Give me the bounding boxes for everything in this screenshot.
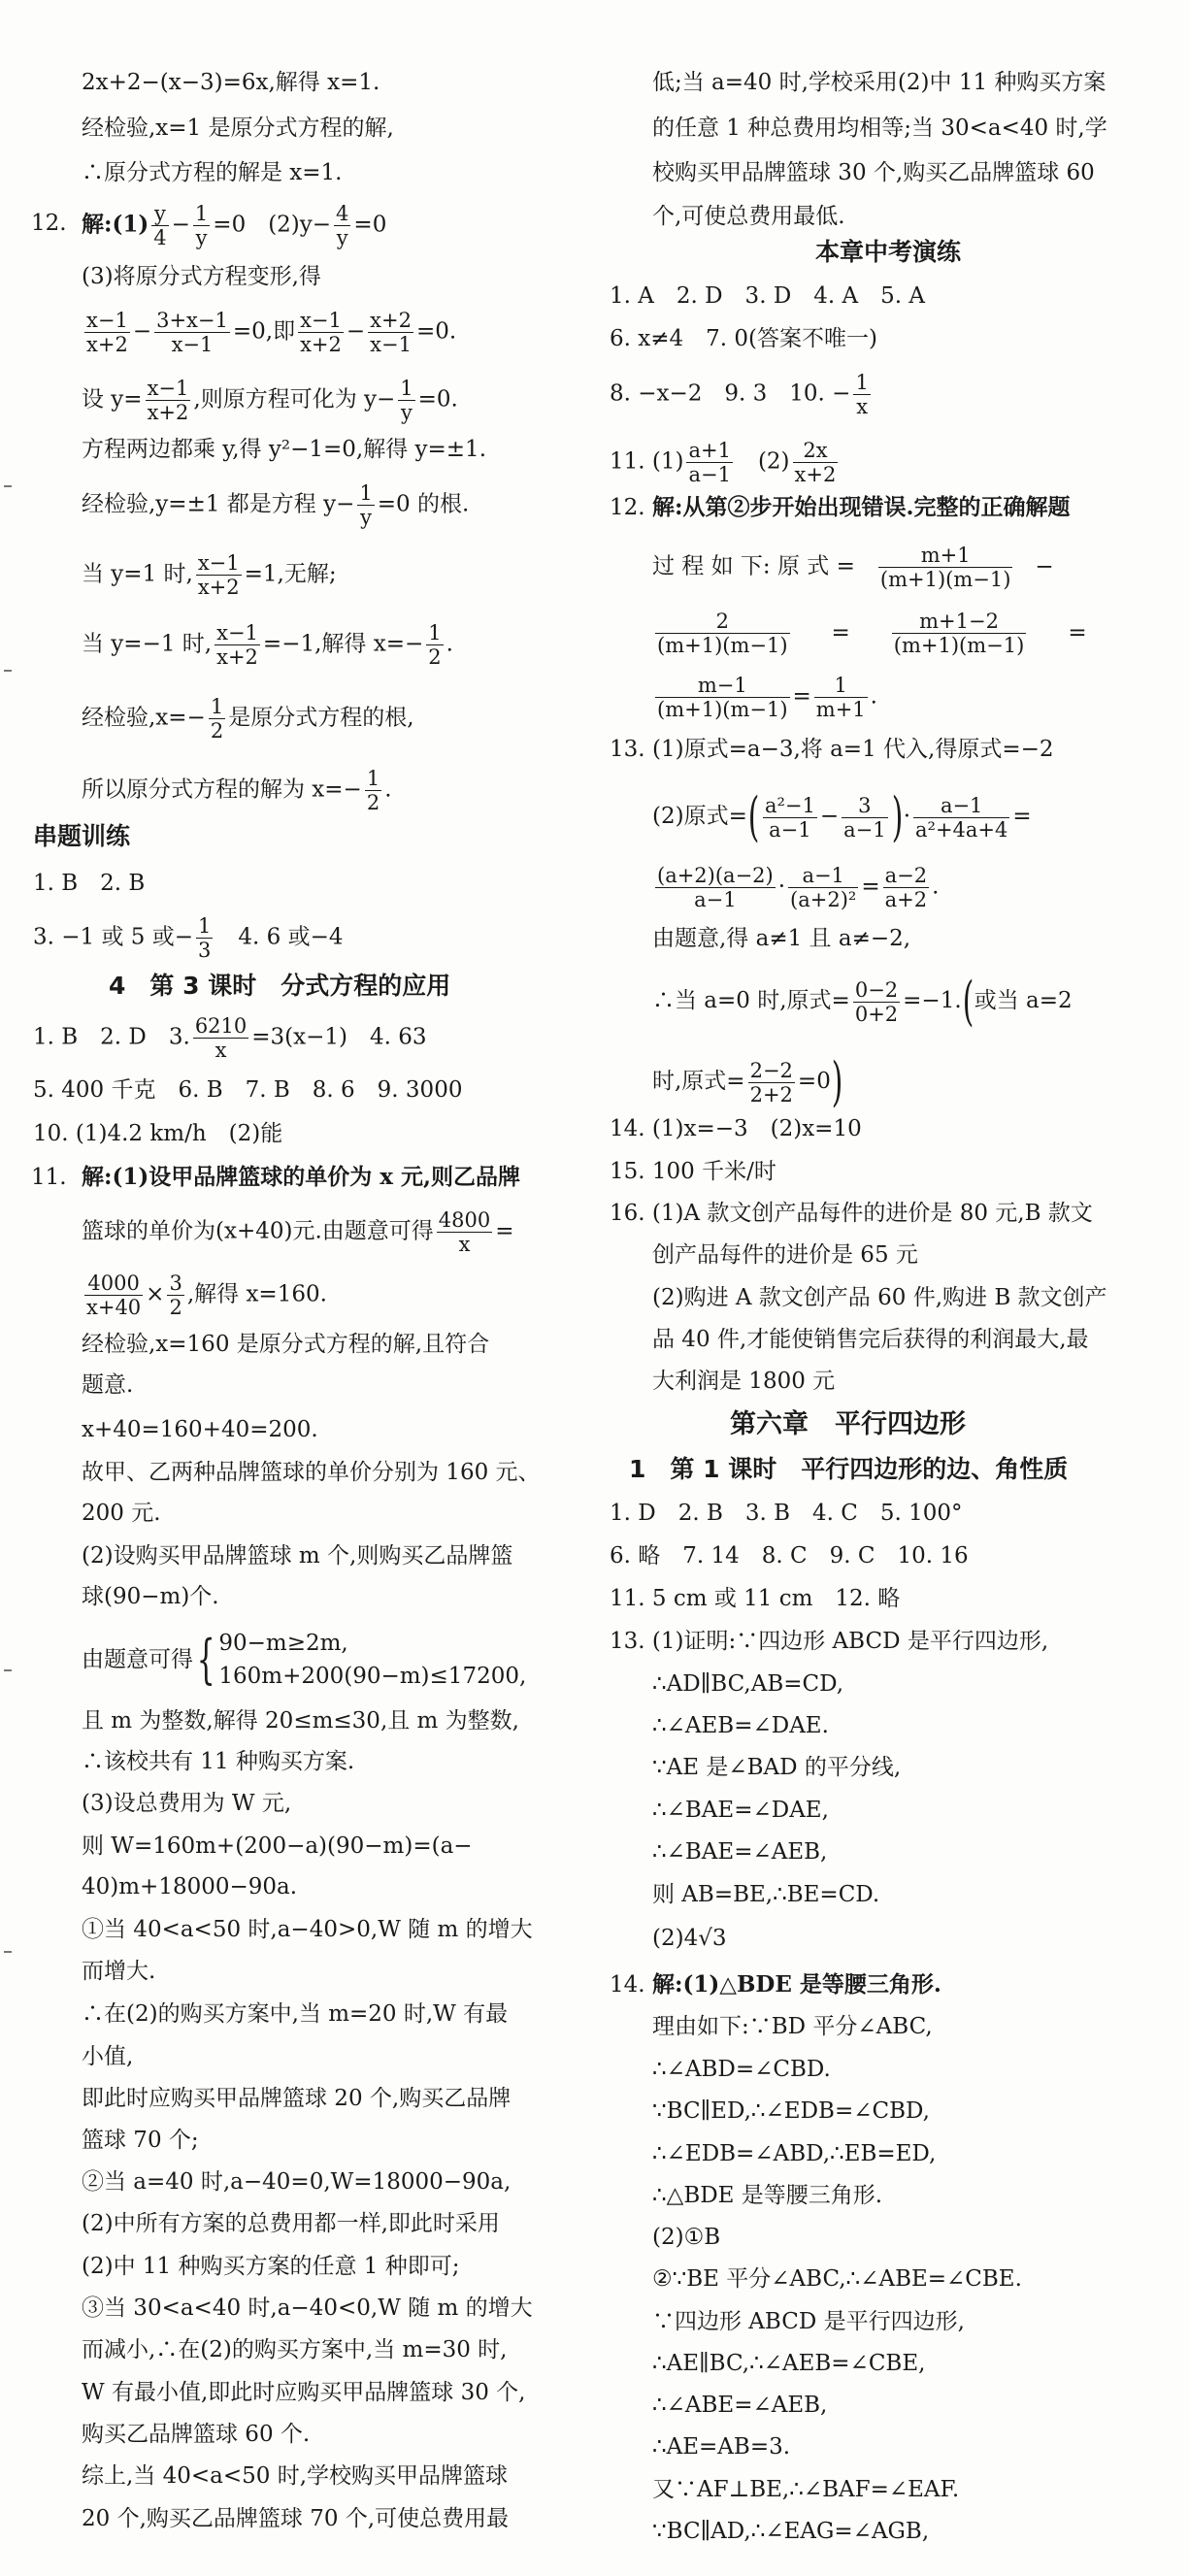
equation-line: [652, 786, 1032, 847]
denominator: y: [195, 226, 208, 249]
numerator: 2: [655, 610, 790, 634]
text-line: 购买乙品牌篮球 60 个.: [82, 2422, 311, 2447]
fraction: [686, 439, 732, 486]
text-line: (2)中 11 种购买方案的任意 1 种即可;: [82, 2254, 460, 2279]
numerator: 4000: [84, 1271, 143, 1296]
numerator: a−1: [788, 864, 858, 888]
denominator: x−1: [171, 333, 214, 356]
text-line: x+40=160+40=200.: [82, 1417, 318, 1442]
fraction: [892, 610, 1027, 657]
numerator: m−1: [655, 674, 790, 698]
fraction: [167, 1271, 183, 1319]
equation-line: [82, 695, 414, 743]
denominator: x: [215, 1039, 227, 1062]
text-line: ∴AD∥BC,AB=CD,: [652, 1671, 844, 1697]
denominator: x+40: [86, 1296, 142, 1319]
text-fragment: =0 (2)y−: [213, 212, 332, 238]
text-fragment: 当 y=−1 时,: [82, 631, 213, 657]
equation-line: [610, 371, 874, 418]
denominator: x−1: [370, 333, 412, 356]
text-fragment: =0.: [417, 386, 458, 413]
fraction: [196, 914, 213, 962]
text-fragment: −: [132, 318, 152, 345]
numerator: x+2: [370, 309, 412, 332]
text-fragment: ,则原方程可化为 y−: [193, 386, 396, 413]
numerator: x−1: [216, 621, 258, 644]
denominator: (m+1)(m−1): [657, 698, 788, 721]
fraction: [368, 309, 413, 356]
denominator: y: [336, 226, 348, 249]
text-line: ∵BC∥AD,∴∠EAG=∠AGB,: [652, 2519, 930, 2544]
text-line: ∴∠EDB=∠ABD,∴EB=ED,: [652, 2141, 937, 2166]
text-line: 6. 略 7. 14 8. C 9. C 10. 16: [610, 1543, 969, 1569]
text-line: 方程两边都乘 y,得 y²−1=0,解得 y=±1.: [82, 437, 486, 462]
fraction: [154, 309, 230, 356]
equation-line: [652, 1051, 843, 1112]
numerator: 3: [169, 1271, 182, 1295]
denominator: x: [458, 1233, 471, 1256]
text-fragment: 由题意可得: [82, 1647, 193, 1672]
fraction: [426, 621, 443, 669]
numerator: a−2: [884, 864, 928, 887]
text-line: 低;当 a=40 时,学校采用(2)中 11 种购买方案: [652, 70, 1106, 95]
text-fragment: 160m+200(90−m)≤17200,: [218, 1664, 527, 1689]
text-fragment: =0: [353, 212, 387, 238]
equation-line: [652, 610, 1087, 657]
text-line: 创产品每件的进价是 65 元: [652, 1242, 918, 1268]
text-fragment: (2): [735, 448, 790, 475]
numerator: 0−2: [854, 977, 899, 1002]
text-fragment: ·: [777, 874, 786, 900]
denominator: 3: [198, 939, 212, 962]
text-line: ∴该校共有 11 种购买方案.: [82, 1749, 355, 1774]
equation-line: [652, 674, 877, 721]
margin-mark: [4, 1951, 12, 1953]
text-line: [652, 1970, 941, 1999]
text-fragment: 设 y=: [82, 386, 143, 413]
chapter-heading: 第六章 平行四边形: [730, 1409, 966, 1439]
text-line: 200 元.: [82, 1501, 161, 1526]
text-line: ∴原分式方程的解是 x=1.: [82, 160, 343, 185]
text-line: (2)购进 A 款文创产品 60 件,购进 B 款文创产: [652, 1285, 1107, 1310]
numerator: 1: [198, 914, 212, 938]
denominator: x+2: [216, 645, 258, 669]
equation-line: [82, 377, 458, 424]
denominator: 2: [366, 791, 380, 814]
fraction: [913, 794, 1009, 842]
text-line: 15. 100 千米/时: [610, 1159, 776, 1184]
text-fragment: =: [831, 619, 850, 645]
equation-line: [652, 971, 1073, 1032]
text-fragment: =0: [797, 1069, 831, 1094]
text-fragment: (2)原式=: [652, 804, 747, 829]
text-line: ∴AE∥BC,∴∠AEB=∠CBE,: [652, 2351, 926, 2376]
text-fragment: 11. (1): [610, 448, 684, 475]
numerator: x−1: [300, 309, 342, 332]
text-line: ∴∠AEB=∠DAE.: [652, 1713, 829, 1738]
text-line: 14. (1)x=−3 (2)x=10: [610, 1116, 862, 1141]
text-line: (2)设购买甲品牌篮球 m 个,则购买乙品牌篮: [82, 1543, 513, 1569]
fraction: [193, 1014, 248, 1062]
numerator: 1: [814, 674, 868, 698]
numerator: x−1: [147, 377, 189, 400]
numerator: 3+x−1: [156, 309, 228, 332]
fraction: [788, 864, 858, 911]
equation-line: [82, 621, 453, 669]
text-fragment: 是原分式方程的根,: [228, 705, 414, 731]
fraction: [853, 978, 900, 1026]
text-fragment: 所以原分式方程的解为 x=−: [82, 776, 362, 803]
text-fragment: 当 y=1 时,: [82, 561, 193, 587]
equation-line: [82, 309, 456, 356]
fraction: [814, 674, 868, 721]
text-line: 经检验,x=160 是原分式方程的解,且符合: [82, 1332, 490, 1357]
text-line: 5. 400 千克 6. B 7. B 8. 6 9. 3000: [33, 1077, 463, 1103]
text-line: 则 AB=BE,∴BE=CD.: [652, 1882, 880, 1907]
numerator: 4: [336, 202, 349, 225]
text-fragment: 解:(1)△BDE 是等腰三角形.: [652, 1971, 941, 1998]
numerator: m+1−2: [892, 610, 1027, 634]
text-line: 13. (1)证明:∵四边形 ABCD 是平行四边形,: [610, 1629, 1049, 1654]
numerator: 1: [428, 621, 442, 644]
answer-12-part1: [82, 202, 386, 249]
numerator: 1: [210, 695, 224, 718]
section-heading: 本章中考演练: [815, 238, 962, 266]
numerator: 6210: [194, 1014, 248, 1038]
text-fragment: =0,即: [232, 318, 296, 345]
fraction: [878, 544, 1013, 591]
left-brace: {: [196, 1629, 215, 1690]
fraction: [209, 695, 225, 743]
fraction: [883, 864, 929, 911]
text-line: 则 W=160m+(200−a)(90−m)=(a−: [82, 1833, 473, 1859]
text-line: 经检验,x=1 是原分式方程的解,: [82, 116, 394, 141]
text-line: 40)m+18000−90a.: [82, 1874, 298, 1899]
denominator: a²+4a+4: [915, 817, 1008, 842]
text-fragment: =−1.: [903, 988, 962, 1013]
equation-line: [82, 1271, 327, 1319]
section-heading: 串题训练: [33, 822, 131, 850]
numerator: m+1: [878, 544, 1013, 568]
denominator: 2: [169, 1296, 182, 1319]
numerator: 4800: [438, 1208, 491, 1232]
denominator: x+2: [197, 576, 240, 599]
denominator: x+2: [300, 333, 342, 356]
fraction: [196, 551, 242, 599]
fraction: [655, 610, 790, 657]
text-fragment: 过 程 如 下: 原 式 =: [652, 553, 855, 579]
fraction: [398, 377, 414, 424]
numerator: y: [151, 202, 168, 226]
denominator: x+2: [147, 401, 189, 424]
text-fragment: −: [346, 318, 366, 345]
denominator: a−1: [688, 463, 731, 486]
denominator: y: [401, 401, 413, 424]
text-line: 题意.: [82, 1372, 134, 1398]
text-line: ∴∠BAE=∠AEB,: [652, 1839, 828, 1865]
text-fragment: 3. −1 或 5 或−: [33, 924, 193, 950]
text-fragment: .: [932, 874, 940, 900]
text-fragment: =0 的根.: [377, 491, 470, 517]
text-fragment: 或当 a=2: [974, 988, 1073, 1013]
text-line: 即此时应购买甲品牌篮球 20 个,购买乙品牌: [82, 2086, 512, 2111]
fraction: [853, 371, 870, 418]
text-fragment: 经检验,y=±1 都是方程 y−: [82, 491, 355, 517]
text-line: 1. A 2. D 3. D 4. A 5. A: [610, 283, 925, 309]
denominator: y: [360, 506, 372, 529]
text-line: 大利润是 1800 元: [652, 1369, 836, 1394]
denominator: m+1: [815, 698, 866, 721]
text-line: W 有最小值,即此时应购买甲品牌篮球 30 个,: [82, 2380, 526, 2405]
fraction: [298, 309, 344, 356]
fraction: [84, 309, 130, 356]
denominator: 0+2: [854, 1002, 899, 1026]
text-line: [82, 1163, 520, 1192]
fraction: [215, 621, 260, 669]
text-line: 球(90−m)个.: [82, 1584, 219, 1609]
text-line: 由题意,得 a≠1 且 a≠−2,: [652, 926, 911, 951]
numerator: 1: [366, 767, 380, 790]
text-fragment: =0.: [415, 318, 457, 345]
numerator: 2−2: [749, 1058, 793, 1082]
text-fragment: 解:(1)设甲品牌篮球的单价为 x 元,则乙品牌: [82, 1164, 520, 1190]
text-fragment: .: [384, 776, 392, 803]
text-line: 而减小,∴在(2)的购买方案中,当 m=30 时,: [82, 2337, 508, 2362]
denominator: x+2: [794, 463, 837, 486]
text-fragment: =: [861, 874, 880, 900]
denominator: 4: [153, 226, 167, 249]
text-fragment: 解:从第②步开始出现错误.完整的正确解题: [652, 494, 1071, 520]
fraction: [357, 481, 374, 529]
numerator: x−1: [86, 309, 128, 332]
fraction: [151, 202, 168, 249]
text-line: 品 40 件,才能使销售完后获得的利润最大,最: [652, 1327, 1089, 1352]
text-line: 1. B 2. B: [33, 871, 146, 896]
text-line: (3)将原分式方程变形,得: [82, 264, 321, 289]
numerator: a²−1: [764, 793, 815, 817]
fraction: [437, 1208, 492, 1256]
numerator: x−1: [197, 551, 240, 575]
equation-line: [652, 864, 939, 911]
bracket: ): [831, 1051, 843, 1112]
text-fragment: 4. 6 或−4: [215, 924, 344, 950]
text-line: 的任意 1 种总费用均相等;当 30<a<40 时,学: [652, 116, 1107, 141]
margin-mark: [4, 485, 12, 487]
text-line: (2)4√3: [652, 1926, 727, 1951]
fraction: [655, 674, 790, 721]
text-fragment: ×: [146, 1281, 165, 1307]
equation-line: [33, 1014, 427, 1062]
text-line: ②∵BE 平分∠ABC,∴∠ABE=∠CBE.: [652, 2266, 1022, 2292]
fraction: [793, 439, 839, 486]
text-fragment: ·: [903, 804, 910, 829]
equation-line: [82, 1208, 514, 1256]
fraction: [655, 864, 776, 911]
equation-line: [610, 439, 841, 486]
text-fragment: ∴当 a=0 时,原式=: [652, 988, 850, 1013]
fraction: [193, 202, 210, 249]
text-fragment: =: [792, 683, 811, 710]
fraction: [365, 767, 381, 814]
numerator: 1: [359, 481, 373, 505]
text-fragment: 8. −x−2 9. 3 10. −: [610, 380, 851, 407]
text-fragment: 12.: [31, 211, 67, 236]
denominator: (m+1)(m−1): [879, 568, 1011, 591]
denominator: x+2: [86, 333, 128, 356]
denominator: a−1: [694, 888, 737, 911]
numerator: a+1: [688, 439, 731, 462]
text-line: ③当 30<a<40 时,a−40<0,W 随 m 的增大: [82, 2295, 533, 2321]
denominator: (m+1)(m−1): [657, 634, 788, 657]
text-line: ∴∠ABE=∠AEB,: [652, 2393, 828, 2418]
denominator: (m+1)(m−1): [893, 634, 1025, 657]
denominator: 2: [210, 719, 224, 743]
numerator: a−1: [913, 794, 1009, 818]
text-line: 综上,当 40<a<50 时,学校购买甲品牌篮球: [82, 2463, 509, 2489]
text-fragment: =: [495, 1218, 514, 1244]
text-fragment: 篮球的单价为(x+40)元.由题意可得: [82, 1218, 434, 1244]
text-fragment: 经检验,x=−: [82, 705, 206, 731]
text-fragment: 90−m≥2m,: [218, 1631, 348, 1656]
text-line: 篮球 70 个;: [82, 2128, 199, 2153]
text-line: ∴△BDE 是等腰三角形.: [652, 2183, 883, 2208]
text-line: 小值,: [82, 2044, 134, 2069]
fraction: [334, 202, 350, 249]
text-line: 又∵AF⊥BE,∴∠BAF=∠EAF.: [652, 2477, 960, 2502]
text-line: ∴AE=AB=3.: [652, 2434, 791, 2460]
text-line: ∵AE 是∠BAD 的平分线,: [652, 1755, 902, 1780]
text-fragment: −: [819, 804, 840, 829]
margin-mark: [4, 1669, 12, 1671]
fraction: [146, 377, 191, 424]
equation-line: [652, 544, 1054, 591]
numerator: 1: [400, 377, 413, 400]
denominator: 2+2: [749, 1082, 793, 1106]
text-fragment: ,解得 x=160.: [186, 1281, 327, 1307]
text-line: 6. x≠4 7. 0(答案不唯一): [610, 326, 877, 351]
fraction: [763, 794, 817, 842]
inequality-system: [82, 1627, 526, 1693]
numerator: (a+2)(a−2): [657, 864, 774, 887]
text-fragment: .: [446, 631, 453, 657]
text-fragment: 1. B 2. D 3.: [33, 1024, 190, 1050]
text-fragment: −: [1035, 553, 1054, 579]
text-line: (3)设总费用为 W 元,: [82, 1791, 292, 1816]
bracket: (: [962, 971, 974, 1032]
text-fragment: =1,无解;: [244, 561, 337, 587]
text-fragment: =: [1012, 804, 1032, 829]
text-line: 校购买甲品牌篮球 30 个,购买乙品牌篮球 60: [652, 160, 1095, 185]
text-line: 故甲、乙两种品牌篮球的单价分别为 160 元、: [82, 1460, 541, 1485]
text-line: ∵四边形 ABCD 是平行四边形,: [652, 2309, 965, 2334]
fraction: [748, 1059, 795, 1106]
text-fragment: =: [1068, 619, 1087, 645]
bracket: ): [891, 786, 903, 847]
text-line: ①当 40<a<50 时,a−40>0,W 随 m 的增大: [82, 1917, 533, 1942]
lesson-heading: 4 第 3 课时 分式方程的应用: [109, 972, 451, 1000]
text-line: (1)原式=a−3,将 a=1 代入,得原式=−2: [652, 737, 1054, 762]
numerator: 2x: [793, 439, 839, 463]
text-line: 1. D 2. B 3. B 4. C 5. 100°: [610, 1501, 963, 1526]
text-line: 11. 5 cm 或 11 cm 12. 略: [610, 1586, 901, 1611]
text-line: 个,可使总费用最低.: [652, 204, 845, 229]
denominator: 2: [428, 645, 442, 669]
question-number: 12.: [610, 495, 645, 520]
text-line: ②当 a=40 时,a−40=0,W=18000−90a,: [82, 2169, 512, 2195]
text-fragment: 时,原式=: [652, 1069, 745, 1094]
denominator: (a+2)²: [790, 888, 857, 911]
lesson-heading: 1 第 1 课时 平行四边形的边、角性质: [629, 1455, 1069, 1483]
question-number: 11.: [31, 1165, 67, 1190]
text-line: ∴在(2)的购买方案中,当 m=20 时,W 有最: [82, 2001, 509, 2027]
question-number: [31, 209, 67, 238]
text-fragment: −: [171, 212, 190, 238]
denominator: a+2: [884, 888, 928, 911]
text-line: 20 个,购买乙品牌篮球 70 个,可使总费用最: [82, 2506, 510, 2531]
text-fragment: 解:(1): [82, 211, 149, 238]
text-line: ∵BC∥ED,∴∠EDB=∠CBD,: [652, 2098, 930, 2124]
text-line: 而增大.: [82, 1959, 156, 1984]
fraction: [84, 1271, 143, 1319]
denominator: a−1: [769, 817, 811, 842]
equation-line: [82, 767, 392, 814]
text-line: ∴∠BAE=∠DAE,: [652, 1798, 829, 1823]
margin-mark: [4, 670, 12, 672]
denominator: a−1: [843, 817, 886, 842]
numerator: 1: [855, 371, 869, 394]
text-line: 2x+2−(x−3)=6x,解得 x=1.: [82, 70, 380, 95]
text-line: ∴∠ABD=∠CBD.: [652, 2057, 831, 2082]
text-line: 且 m 为整数,解得 20≤m≤30,且 m 为整数,: [82, 1708, 519, 1734]
text-line: 理由如下:∵BD 平分∠ABC,: [652, 2014, 933, 2039]
text-fragment: .: [870, 683, 877, 710]
numerator: 3: [842, 794, 887, 818]
equation-line: [82, 551, 337, 599]
equation-line: [82, 481, 469, 529]
question-number: 14.: [610, 1972, 645, 1998]
text-fragment: =3(x−1) 4. 63: [251, 1024, 427, 1050]
numerator: 1: [194, 202, 209, 225]
denominator: x: [856, 395, 869, 418]
question-number: 13.: [610, 737, 645, 762]
text-line: 16. (1)A 款文创产品每件的进价是 80 元,B 款文: [610, 1201, 1093, 1226]
text-line: (2)中所有方案的总费用都一样,即此时采用: [82, 2211, 500, 2236]
text-line: [652, 493, 1071, 522]
fraction: [842, 794, 887, 842]
text-fragment: =−1,解得 x=−: [262, 631, 424, 657]
text-line: (2)①B: [652, 2225, 721, 2250]
text-line: 10. (1)4.2 km/h (2)能: [33, 1121, 283, 1146]
equation-line: [33, 914, 343, 962]
bracket: (: [747, 786, 760, 847]
